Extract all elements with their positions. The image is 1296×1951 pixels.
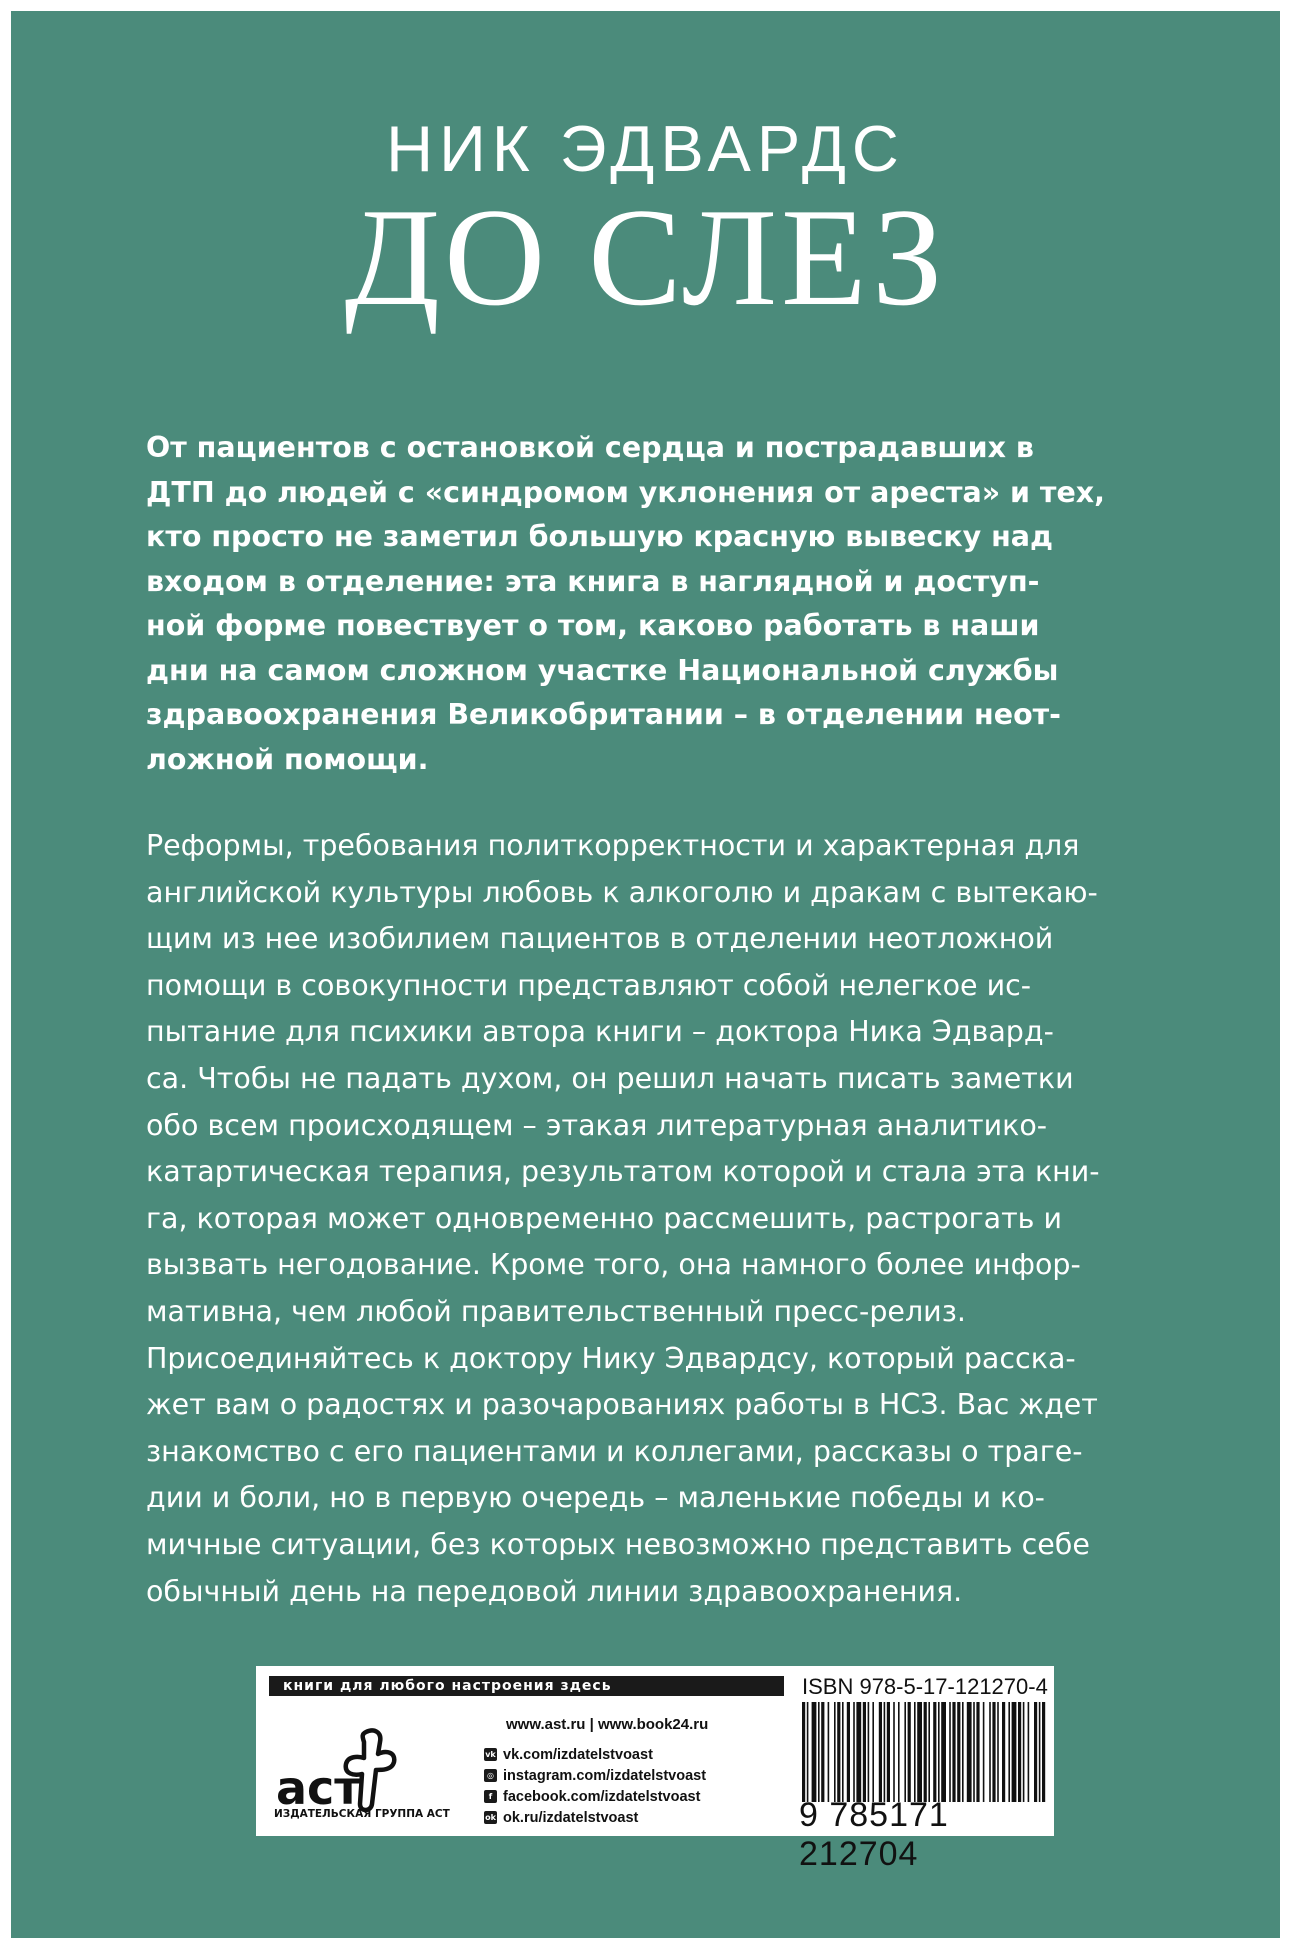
logo-text: аст bbox=[276, 1761, 361, 1815]
barcode-bar bbox=[868, 1702, 870, 1802]
barcode-bar bbox=[1012, 1702, 1017, 1802]
barcode-bar bbox=[898, 1702, 900, 1802]
barcode-bar bbox=[1008, 1702, 1010, 1802]
social-link-vk bbox=[484, 1744, 706, 1765]
social-link-text: facebook.com/izdatelstvoast bbox=[503, 1788, 701, 1805]
social-link-text: ok.ru/izdatelstvoast bbox=[503, 1809, 639, 1826]
social-link-text: instagram.com/izdatelstvoast bbox=[503, 1767, 707, 1784]
barcode-bar bbox=[893, 1702, 895, 1802]
barcode-bar bbox=[933, 1702, 936, 1802]
social-link-ok bbox=[484, 1807, 706, 1828]
social-links bbox=[484, 1744, 706, 1828]
barcode-bar bbox=[1042, 1702, 1045, 1802]
barcode-bar bbox=[818, 1702, 820, 1802]
barcode-bar bbox=[967, 1702, 972, 1802]
barcode-bar bbox=[1039, 1702, 1041, 1802]
barcode-bar bbox=[856, 1702, 861, 1802]
publisher-caption: ИЗДАТЕЛЬСКАЯ ГРУППА АСТ bbox=[274, 1808, 450, 1820]
barcode-bar bbox=[957, 1702, 960, 1802]
barcode-bar bbox=[949, 1702, 951, 1802]
barcode-bar bbox=[938, 1702, 940, 1802]
author-name: НИК ЭДВАРДС bbox=[386, 112, 905, 185]
barcode-bar bbox=[812, 1702, 817, 1802]
description-paragraph: Реформы, требования политкорректности и характерная для английской культуры любовь к алкоголю и дракам с вытекаю- щим из нее изобилием пациентов в отделении неотложной помощи в совокупности представляют собой нелегкое ис- пытание для психики автора книги – доктора Ника Эдвард- са. Чтобы не падать духом, он решил начать писать заметки обо всем происходящем – этакая литературная аналитико- катартическая терапия, результатом которой и стала эта кни- га, которая может одновременно рассмешить, растрогать и вызвать негодование. Кроме того, она намного более инфор- мативна, чем любой правительственный пресс-релиз. Присоединяйтесь к доктору Нику Эдвардсу, который расска- жет вам о радостях и разочарованиях работы в НСЗ. Вас ждет знакомство с его пациентами и коллегами, рассказы о траге- дии и боли, но в первую очередь – маленькие победы и ко- мичные ситуации, без которых невозможно представить себе обычный день на передовой линии здравоохранения. bbox=[146, 829, 1100, 1608]
barcode-bar bbox=[917, 1702, 922, 1802]
barcode-bar bbox=[872, 1702, 874, 1802]
barcode-bar bbox=[847, 1702, 850, 1802]
barcode-bar bbox=[1018, 1702, 1021, 1802]
barcode-bar bbox=[863, 1702, 866, 1802]
publisher-slogan: книги для любого настроения здесь bbox=[269, 1676, 784, 1696]
social-link-text: vk.com/izdatelstvoast bbox=[503, 1746, 653, 1763]
barcode-bar bbox=[914, 1702, 916, 1802]
barcode-bar bbox=[983, 1702, 985, 1802]
barcode-bar bbox=[884, 1702, 886, 1802]
barcode-bar bbox=[802, 1702, 805, 1802]
barcode-bar bbox=[1034, 1702, 1037, 1802]
book-title: ДО СЛЕЗ bbox=[344, 180, 947, 335]
barcode-bar bbox=[904, 1702, 906, 1802]
instagram-icon: ◎ bbox=[484, 1769, 497, 1782]
vk-icon: vk bbox=[485, 1750, 496, 1759]
barcode-bar bbox=[941, 1702, 946, 1802]
barcode-bar bbox=[952, 1702, 955, 1802]
barcode-bar bbox=[1023, 1702, 1025, 1802]
barcode-bar bbox=[989, 1702, 991, 1802]
barcode-bar bbox=[807, 1702, 809, 1802]
isbn-label: ISBN 978-5-17-121270-4 bbox=[802, 1674, 1048, 1699]
barcode-bar bbox=[908, 1702, 911, 1802]
barcode-bar bbox=[821, 1702, 824, 1802]
barcode-bar bbox=[962, 1702, 964, 1802]
barcode-icon bbox=[800, 1702, 1046, 1802]
social-link-instagram bbox=[484, 1765, 706, 1786]
barcode-bar bbox=[997, 1702, 999, 1802]
barcode-bar bbox=[976, 1702, 979, 1802]
barcode-bar bbox=[973, 1702, 975, 1802]
social-link-facebook bbox=[484, 1786, 706, 1807]
publisher-websites: www.ast.ru | www.book24.ru bbox=[506, 1716, 709, 1733]
barcode-bar bbox=[928, 1702, 930, 1802]
barcode-bar bbox=[887, 1702, 890, 1802]
ok-icon: ok bbox=[485, 1813, 496, 1822]
barcode-bar bbox=[834, 1702, 836, 1802]
lead-paragraph: От пациентов с остановкой сердца и пострадавших в ДТП до людей с «синдромом уклонения от ареста» и тех, кто просто не заметил большую красную вывеску над входом в отделение: эта книга в наглядной и доступ- ной форме повествует о том, каково работать в наши дни на самом сложном участке Национальной службы здравоохранения Великобритании – в отделении неот- ложной помощи. bbox=[146, 431, 1105, 776]
publisher-info-box bbox=[256, 1666, 1054, 1873]
book-back-cover bbox=[11, 11, 1280, 1938]
facebook-icon: f bbox=[484, 1790, 497, 1803]
barcode-digits: 9 785171 212704 bbox=[799, 1796, 949, 1873]
barcode-bar bbox=[992, 1702, 995, 1802]
barcode-bar bbox=[828, 1702, 830, 1802]
barcode-bar bbox=[842, 1702, 844, 1802]
barcode-bar bbox=[924, 1702, 927, 1802]
barcode-bar bbox=[1002, 1702, 1005, 1802]
barcode-bar bbox=[853, 1702, 855, 1802]
barcode-bar bbox=[879, 1702, 882, 1802]
barcode-bar bbox=[837, 1702, 840, 1802]
barcode-bar bbox=[1028, 1702, 1030, 1802]
